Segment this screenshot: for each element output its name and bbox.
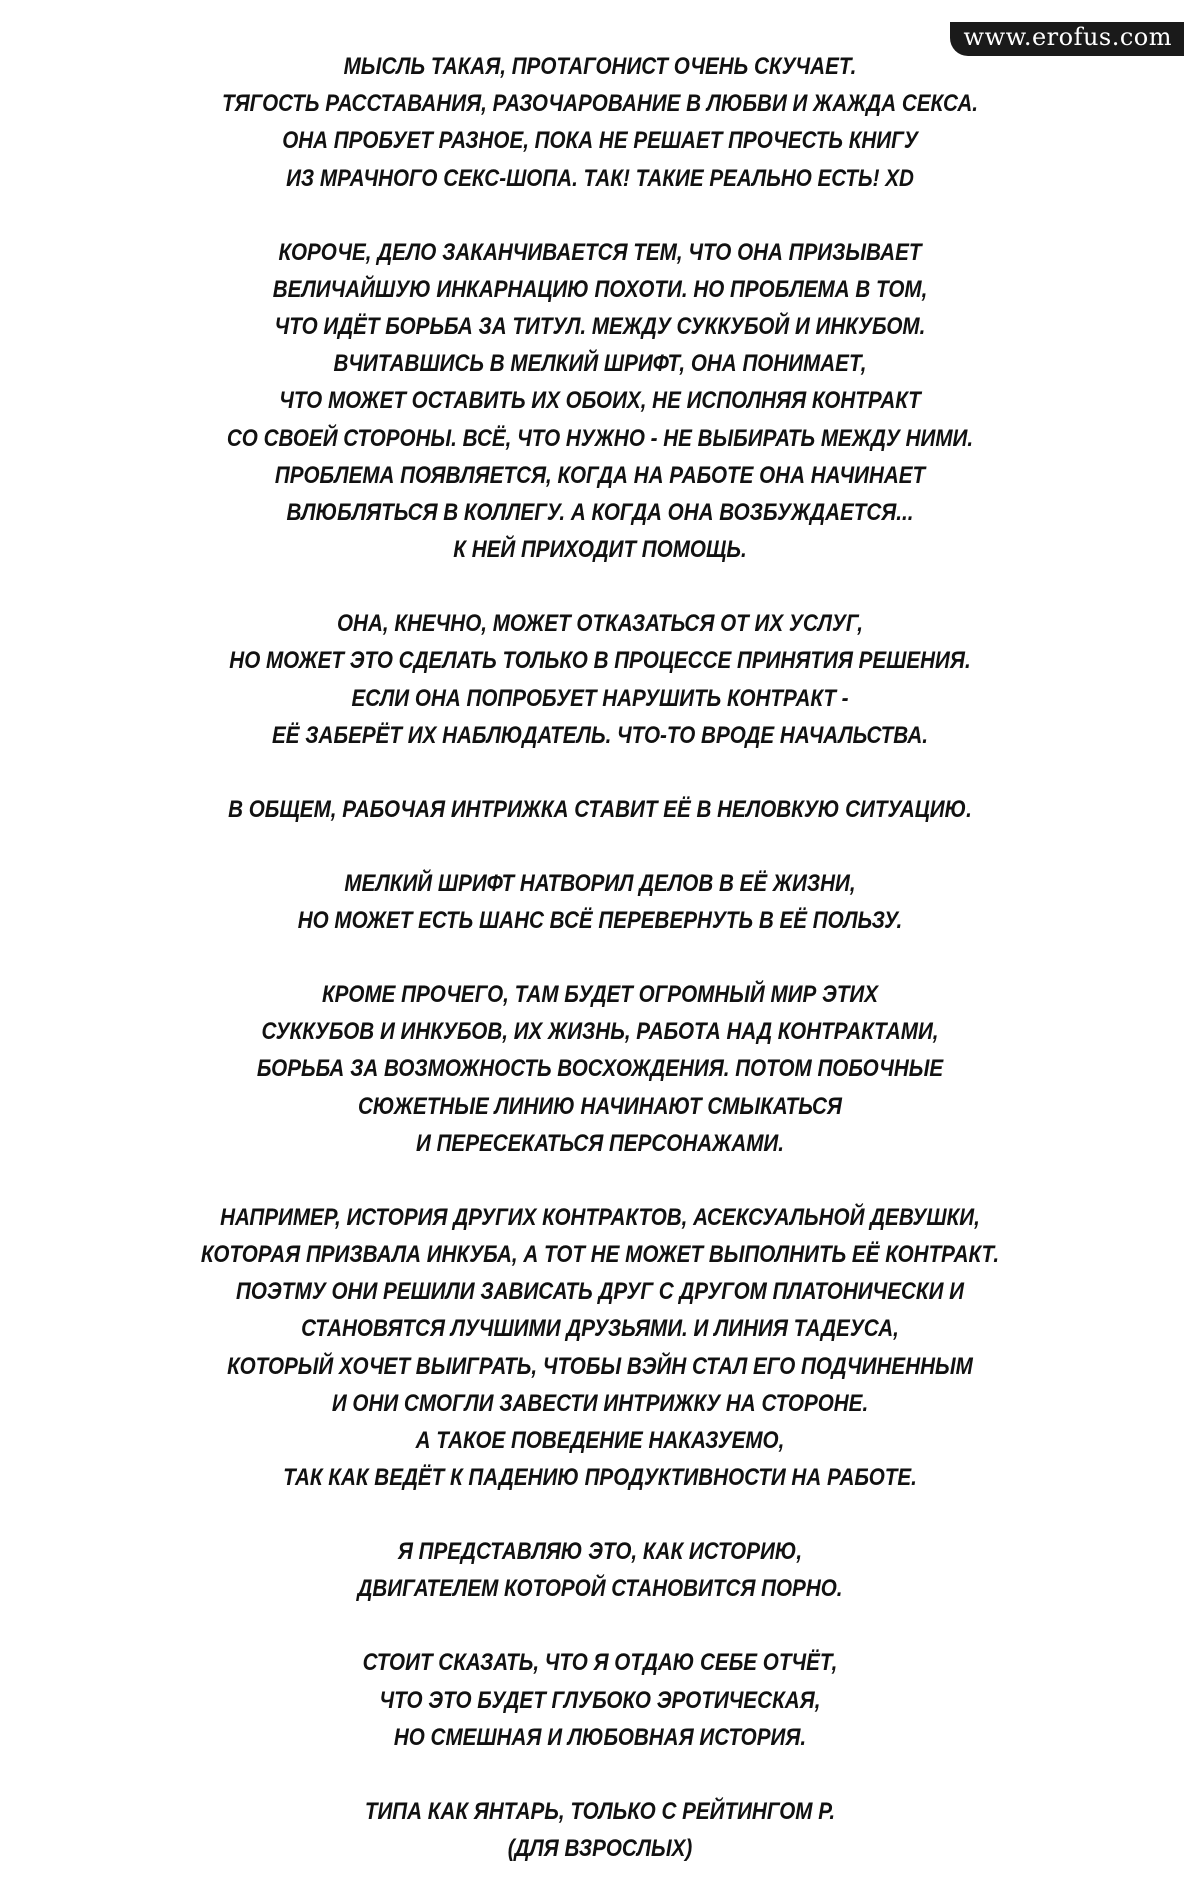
text-line: ЕСЛИ ОНА ПОПРОБУЕТ НАРУШИТЬ КОНТРАКТ - [351, 684, 849, 712]
text-line: И ОНИ СМОГЛИ ЗАВЕСТИ ИНТРИЖКУ НА СТОРОНЕ. [331, 1389, 869, 1417]
text-line: К НЕЙ ПРИХОДИТ ПОМОЩЬ. [453, 536, 747, 564]
text-line: ЕЁ ЗАБЕРЁТ ИХ НАБЛЮДАТЕЛЬ. ЧТО-ТО ВРОДЕ НАЧАЛЬСТВА. [272, 721, 928, 749]
text-line: КРОМЕ ПРОЧЕГО, ТАМ БУДЕТ ОГРОМНЫЙ МИР ЭТИХ [321, 981, 879, 1009]
text-line: Я ПРЕДСТАВЛЯЮ ЭТО, КАК ИСТОРИЮ, [397, 1538, 803, 1566]
text-line: ЧТО МОЖЕТ ОСТАВИТЬ ИХ ОБОИХ, НЕ ИСПОЛНЯЯ КОНТРАКТ [279, 387, 921, 415]
text-line: МЕЛКИЙ ШРИФТ НАТВОРИЛ ДЕЛОВ В ЕЁ ЖИЗНИ, [344, 869, 856, 897]
paragraph [0, 865, 1200, 939]
text-line: ДВИГАТЕЛЕМ КОТОРОЙ СТАНОВИТСЯ ПОРНО. [357, 1575, 843, 1603]
text-line: (ДЛЯ ВЗРОСЛЫХ) [507, 1835, 693, 1863]
text-line: НО МОЖЕТ ЭТО СДЕЛАТЬ ТОЛЬКО В ПРОЦЕССЕ ПРИНЯТИЯ РЕШЕНИЯ. [229, 647, 971, 675]
text-line: ПРОБЛЕМА ПОЯВЛЯЕТСЯ, КОГДА НА РАБОТЕ ОНА НАЧИНАЕТ [274, 461, 926, 489]
paragraph [0, 1793, 1200, 1867]
text-line: ПОЭТМУ ОНИ РЕШИЛИ ЗАВИСАТЬ ДРУГ С ДРУГОМ ПЛАТОНИЧЕСКИ И [235, 1278, 964, 1306]
paragraph [0, 1644, 1200, 1756]
paragraph [0, 1199, 1200, 1497]
text-line: ТЯГОСТЬ РАССТАВАНИЯ, РАЗОЧАРОВАНИЕ В ЛЮБВИ И ЖАЖДА СЕКСА. [222, 90, 978, 118]
paragraph [0, 234, 1200, 569]
text-line: СЮЖЕТНЫЕ ЛИНИЮ НАЧИНАЮТ СМЫКАТЬСЯ [358, 1092, 842, 1120]
paragraph [0, 48, 1200, 197]
text-line: МЫСЛЬ ТАКАЯ, ПРОТАГОНИСТ ОЧЕНЬ СКУЧАЕТ. [343, 53, 857, 80]
text-line: ВЕЛИЧАЙШУЮ ИНКАРНАЦИЮ ПОХОТИ. НО ПРОБЛЕМА В ТОМ, [272, 275, 928, 303]
document-body [0, 48, 1200, 1904]
text-line: ОНА, КНЕЧНО, МОЖЕТ ОТКАЗАТЬСЯ ОТ ИХ УСЛУГ, [336, 610, 863, 638]
text-line: ТАК КАК ВЕДЁТ К ПАДЕНИЮ ПРОДУКТИВНОСТИ НА РАБОТЕ. [283, 1464, 917, 1492]
paragraph [0, 791, 1200, 828]
site-watermark: www.erofus.com [950, 22, 1184, 56]
text-line: ВЛЮБЛЯТЬСЯ В КОЛЛЕГУ. А КОГДА ОНА ВОЗБУЖДАЕТСЯ... [286, 499, 914, 527]
text-line: ВЧИТАВШИСЬ В МЕЛКИЙ ШРИФТ, ОНА ПОНИМАЕТ, [333, 350, 867, 378]
text-line: КОТОРАЯ ПРИЗВАЛА ИНКУБА, А ТОТ НЕ МОЖЕТ ВЫПОЛНИТЬ ЕЁ КОНТРАКТ. [200, 1241, 1000, 1269]
text-line: НАПРИМЕР, ИСТОРИЯ ДРУГИХ КОНТРАКТОВ, АСЕКСУАЛЬНОЙ ДЕВУШКИ, [220, 1203, 980, 1231]
text-line: НО МОЖЕТ ЕСТЬ ШАНС ВСЁ ПЕРЕВЕРНУТЬ В ЕЁ ПОЛЬЗУ. [297, 907, 903, 935]
text-line: СТАНОВЯТСЯ ЛУЧШИМИ ДРУЗЬЯМИ. И ЛИНИЯ ТАДЕУСА, [301, 1315, 899, 1343]
text-line: СО СВОЕЙ СТОРОНЫ. ВСЁ, ЧТО НУЖНО - НЕ ВЫБИРАТЬ МЕЖДУ НИМИ. [226, 424, 974, 452]
text-line: КОРОЧЕ, ДЕЛО ЗАКАНЧИВАЕТСЯ ТЕМ, ЧТО ОНА ПРИЗЫВАЕТ [278, 238, 922, 266]
text-line: СТОИТ СКАЗАТЬ, ЧТО Я ОТДАЮ СЕБЕ ОТЧЁТ, [362, 1649, 838, 1677]
paragraph [0, 976, 1200, 1162]
text-line: ИЗ МРАЧНОГО СЕКС-ШОПА. ТАК! ТАКИЕ РЕАЛЬНО ЕСТЬ! XD [286, 164, 914, 192]
paragraph [0, 605, 1200, 754]
text-line: БОРЬБА ЗА ВОЗМОЖНОСТЬ ВОСХОЖДЕНИЯ. ПОТОМ ПОБОЧНЫЕ [256, 1055, 944, 1083]
text-line: КОТОРЫЙ ХОЧЕТ ВЫИГРАТЬ, ЧТОБЫ ВЭЙН СТАЛ ЕГО ПОДЧИНЕННЫМ [227, 1352, 973, 1380]
text-line: А ТАКОЕ ПОВЕДЕНИЕ НАКАЗУЕМО, [415, 1427, 785, 1455]
text-line: ЧТО ИДЁТ БОРЬБА ЗА ТИТУЛ. МЕЖДУ СУККУБОЙ И ИНКУБОМ. [274, 313, 926, 341]
text-line: ЧТО ЭТО БУДЕТ ГЛУБОКО ЭРОТИЧЕСКАЯ, [379, 1686, 821, 1714]
text-line: ОНА ПРОБУЕТ РАЗНОЕ, ПОКА НЕ РЕШАЕТ ПРОЧЕСТЬ КНИГУ [282, 127, 918, 155]
text-line: В ОБЩЕМ, РАБОЧАЯ ИНТРИЖКА СТАВИТ ЕЁ В НЕЛОВКУЮ СИТУАЦИЮ. [228, 795, 972, 823]
text-line: ТИПА КАК ЯНТАРЬ, ТОЛЬКО С РЕЙТИНГОМ Р. [364, 1797, 836, 1825]
text-line: И ПЕРЕСЕКАТЬСЯ ПЕРСОНАЖАМИ. [416, 1129, 784, 1157]
paragraph [0, 1533, 1200, 1607]
text-line: СУККУБОВ И ИНКУБОВ, ИХ ЖИЗНЬ, РАБОТА НАД КОНТРАКТАМИ, [261, 1018, 939, 1046]
text-line: НО СМЕШНАЯ И ЛЮБОВНАЯ ИСТОРИЯ. [393, 1723, 807, 1751]
